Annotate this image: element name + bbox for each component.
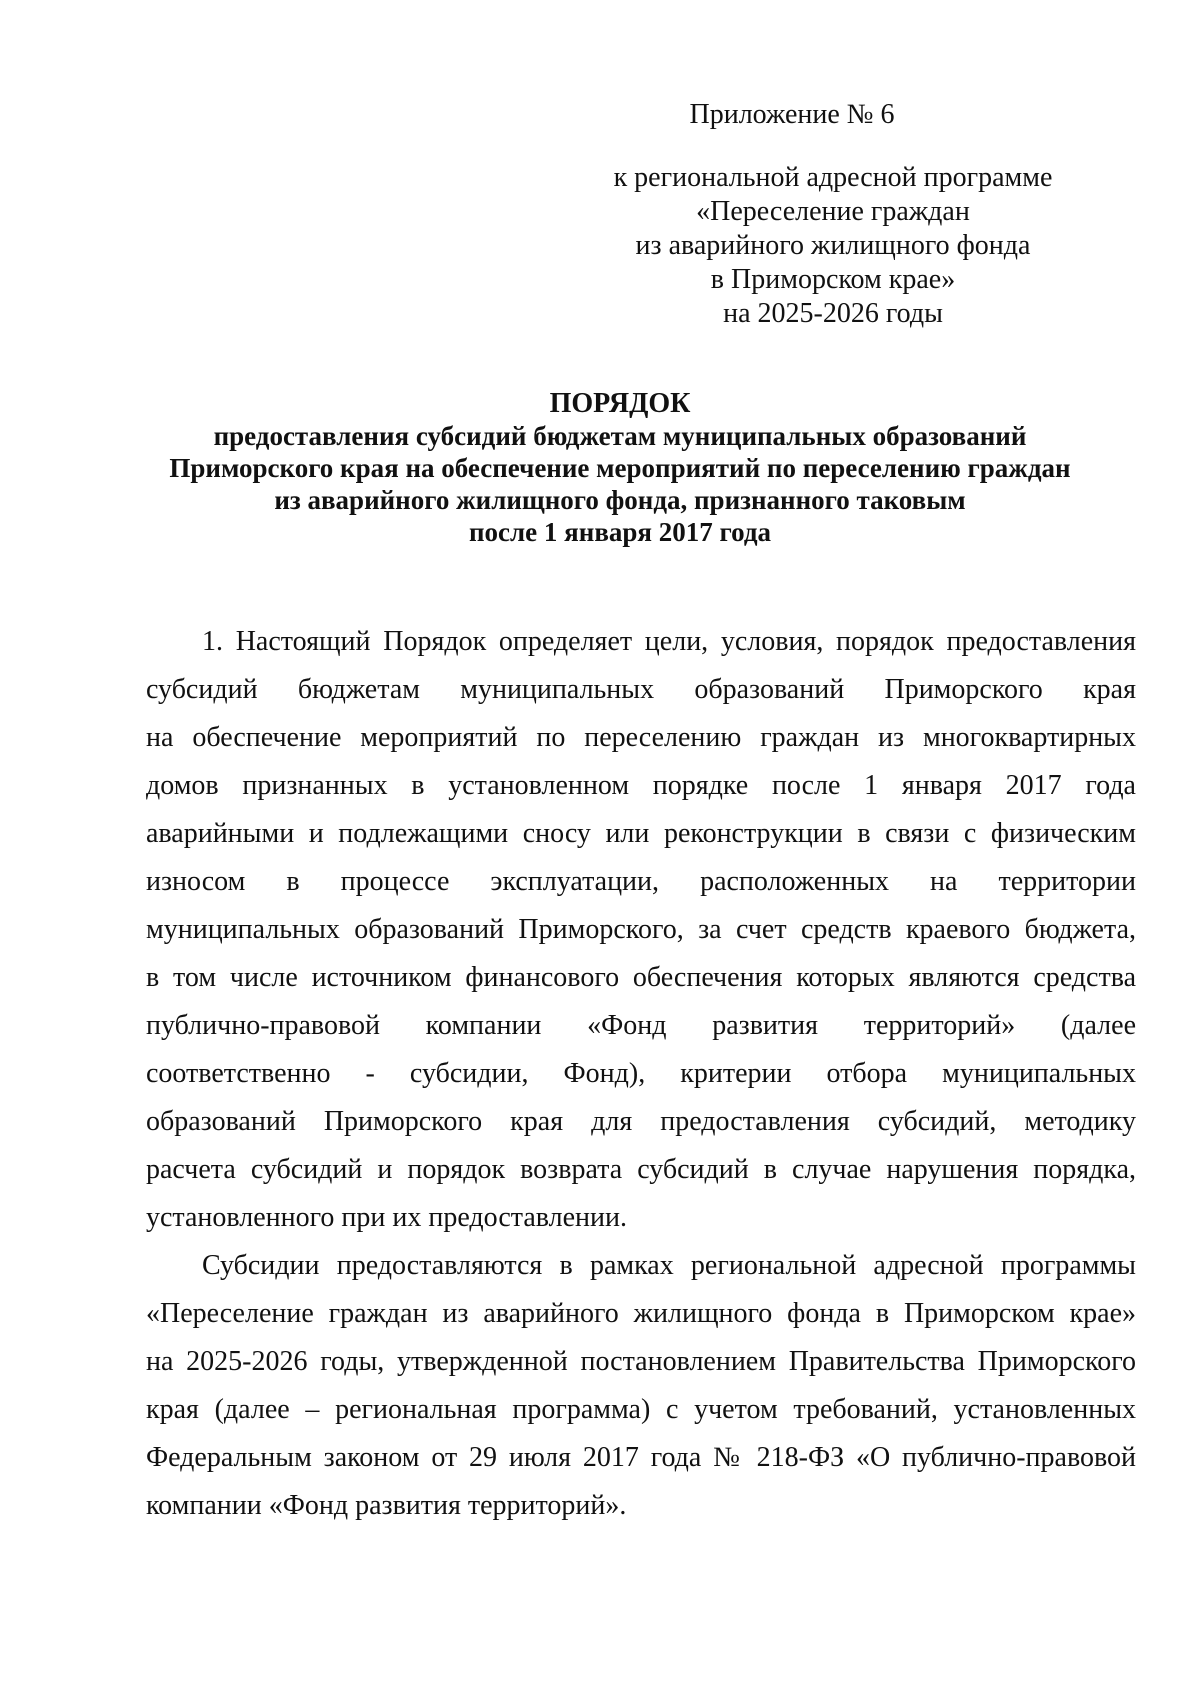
paragraph-line: муниципальных образований Приморского, за счет средств краевого бюджета, [146,914,1136,945]
heading-line: предоставления субсидий бюджетам муниципальных образований [213,421,1027,451]
paragraph-line: соответственно - субсидии, Фонд), критерии отбора муниципальных [146,1058,1136,1089]
paragraph-line: аварийными и подлежащими сносу или реконструкции в связи с физическим [146,818,1136,849]
appendix-number: Приложение № 6 [689,99,895,130]
appendix-reference [598,161,1068,331]
paragraph-line: субсидий бюджетам муниципальных образований Приморского края [146,674,1136,705]
paragraph-line: Федеральным законом от 29 июля 2017 года № 218-ФЗ «О публично-правовой [146,1442,1136,1473]
paragraph-2 [146,1242,1136,1530]
heading-line: из аварийного жилищного фонда, признанного таковым [274,485,966,515]
heading-line: после 1 января 2017 года [468,517,771,547]
paragraph-line: домов признанных в установленном порядке после 1 января 2017 года [146,770,1136,801]
appendix-line: к региональной адресной программе [613,162,1053,193]
appendix-line: в Приморском крае» [710,264,956,295]
paragraph-line: публично-правовой компании «Фонд развития территорий» (далее [146,1010,1136,1041]
heading-line: Приморского края на обеспечение мероприятий по переселению граждан [169,453,1071,483]
paragraph-1 [146,618,1136,1242]
paragraph-line: Субсидии предоставляются в рамках региональной адресной программы [202,1250,1136,1281]
appendix-line: из аварийного жилищного фонда [635,230,1031,261]
paragraph-line: на обеспечение мероприятий по переселению граждан из многоквартирных [146,722,1136,753]
document-heading [110,388,1130,548]
paragraph-line: расчета субсидий и порядок возврата субсидий в случае нарушения порядка, [146,1154,1136,1185]
document-title: ПОРЯДОК [549,388,691,419]
paragraph-line: установленного при их предоставлении. [146,1202,628,1233]
appendix-line: на 2025-2026 годы [723,298,943,329]
paragraph-line: на 2025-2026 годы, утвержденной постановлением Правительства Приморского [146,1346,1136,1377]
paragraph-line: в том числе источником финансового обеспечения которых являются средства [146,962,1136,993]
paragraph-line: компании «Фонд развития территорий». [146,1490,627,1521]
paragraph-line: «Переселение граждан из аварийного жилищного фонда в Приморском крае» [146,1298,1136,1329]
appendix-line: «Переселение граждан [696,196,970,227]
paragraph-line: образований Приморского края для предоставления субсидий, методику [146,1106,1136,1137]
paragraph-line: износом в процессе эксплуатации, расположенных на территории [146,866,1136,897]
paragraph-line: 1. Настоящий Порядок определяет цели, условия, порядок предоставления [202,626,1136,657]
paragraph-line: края (далее – региональная программа) с учетом требований, установленных [146,1394,1136,1425]
